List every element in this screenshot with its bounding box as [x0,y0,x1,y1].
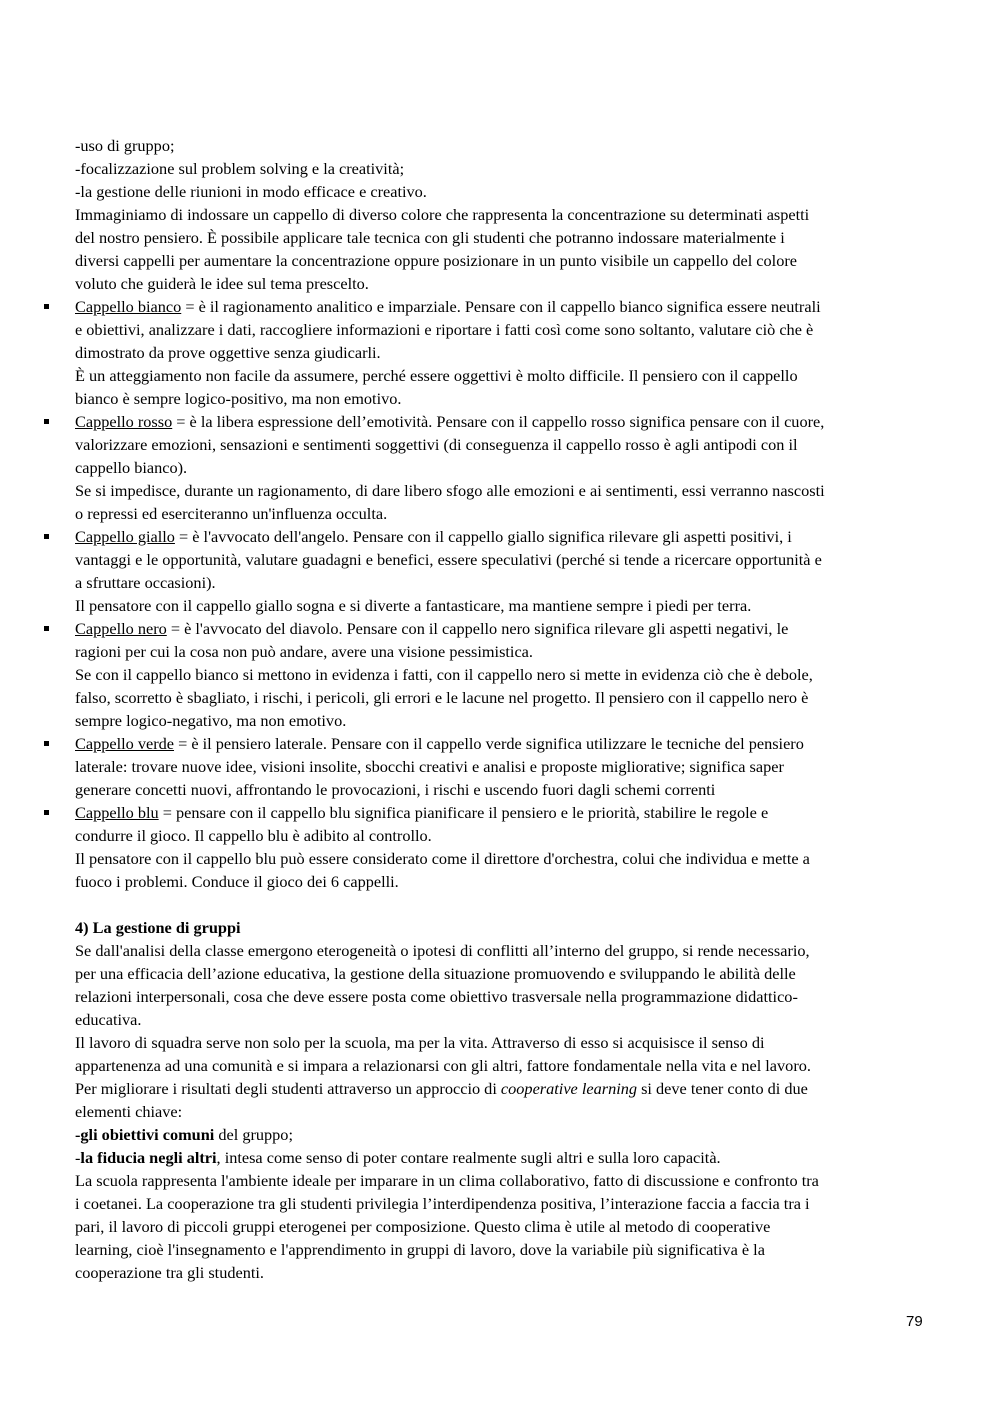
hat-line: bianco è sempre logico-positivo, ma non emotivo. [75,389,402,408]
hat-definition: = è l'avvocato del diavolo. Pensare con il cappello nero significa rilevare gli aspetti negativi, le [166,619,789,638]
bold-term: -gli obiettivi comuni [75,1125,215,1144]
hat-definition: = è il pensiero laterale. Pensare con il cappello verde significa utilizzare le tecniche del pensiero [174,734,804,753]
hat-line: ragioni per cui la cosa non può andare, avere una visione pessimistica. [75,642,533,661]
paragraph-line: Se dall'analisi della classe emergono eterogeneità o ipotesi di conflitti all’interno del gruppo, si rende necessario, [75,941,810,960]
hat-first-line [75,525,927,548]
hat-line: falso, scorretto è sbagliato, i rischi, i pericoli, gli errori e le lacune nel progetto. Il pensiero con il cappello nero è [75,688,809,707]
hat-definition: = è il ragionamento analitico e imparziale. Pensare con il cappello bianco significa essere neutrali [181,297,821,316]
paragraph-line: La scuola rappresenta l'ambiente ideale per imparare in un clima collaborativo, fatto di discussione e confronto tra [75,1171,819,1190]
intro-block [75,134,927,295]
hat-name: Cappello bianco [75,297,182,316]
hat-line: vantaggi e le opportunità, valutare guadagni e benefici, essere speculativi (perché si tende a ricercare opportunità e [75,550,822,569]
hat-line: dimostrato da prove oggettive senza giudicarli. [75,343,381,362]
paragraph-line: appartenenza ad una comunità e si impara a relazionarsi con gli altri, fattore fondamentale nella vita e nel lavoro. [75,1056,811,1075]
bullet-square-icon [44,534,49,539]
text-run: del gruppo; [214,1125,293,1144]
hat-line: Se con il cappello bianco si mettono in evidenza i fatti, con il cappello nero si mette in evidenza ciò che è debole, [75,665,813,684]
bullet-square-icon [44,626,49,631]
hat-line: Se si impedisce, durante un ragionamento, di dare libero sfogo alle emozioni e ai sentimenti, essi verranno nascosti [75,481,825,500]
hat-line: e obiettivi, analizzare i dati, raccogliere informazioni e riportare i fatti così come sono soltanto, valutare ciò che è [75,320,814,339]
intro-line: del nostro pensiero. È possibile applicare tale tecnica con gli studenti che potranno indossare materialmente i [75,228,785,247]
hat-line: a sfruttare occasioni). [75,573,216,592]
hat-line: laterale: trovare nuove idee, visioni insolite, sbocchi creativi e analisi e proposte migliorative; significa saper [75,757,784,776]
paragraph-line: cooperazione tra gli studenti. [75,1263,264,1282]
hat-line: Il pensatore con il cappello blu può essere considerato come il direttore d'orchestra, colui che individua e mette a [75,849,810,868]
hat-name: Cappello blu [75,803,159,822]
bold-term: la fiducia negli altri [80,1148,217,1167]
hat-line: o repressi ed eserciteranno un'influenza occulta. [75,504,388,523]
hat-definition: = è l'avvocato dell'angelo. Pensare con il cappello giallo significa rilevare gli aspetti positivi, i [174,527,792,546]
intro-line: -focalizzazione sul problem solving e la creatività; [75,159,405,178]
intro-line: voluto che guiderà le idee sul tema prescelto. [75,274,369,293]
hat-first-line [75,801,927,824]
bullet-square-icon [44,419,49,424]
intro-line: -la gestione delle riunioni in modo efficace e creativo. [75,182,427,201]
paragraph-line: pari, il lavoro di piccoli gruppi eterogenei per composizione. Questo clima è utile al metodo di cooperative [75,1217,771,1236]
page-body [75,134,927,1284]
hat-line: condurre il gioco. Il cappello blu è adibito al controllo. [75,826,432,845]
hat-item-black [75,617,927,732]
hat-line: generare concetti nuovi, affrontando le provocazioni, i rischi e uscendo fuori dagli schemi correnti [75,780,716,799]
intro-line: Immaginiamo di indossare un cappello di diverso colore che rappresenta la concentrazione su determinati aspetti [75,205,810,224]
bullet-square-icon [44,741,49,746]
hat-item-blue [75,801,927,893]
paragraph-line: elementi chiave: [75,1102,183,1121]
paragraph-line [75,1077,927,1100]
hat-first-line [75,295,927,318]
paragraph-line: relazioni interpersonali, cosa che deve essere posta come obiettivo trasversale nella programmazione didattico- [75,987,798,1006]
hat-first-line [75,617,927,640]
hat-name: Cappello nero [75,619,167,638]
hat-name: Cappello rosso [75,412,173,431]
paragraph-line: Il lavoro di squadra serve non solo per la scuola, ma per la vita. Attraverso di esso si acquisisce il senso di [75,1033,765,1052]
text-run: - [75,1148,81,1167]
text-run: Per migliorare i risultati degli studenti attraverso un approccio di [75,1079,501,1098]
text-run: , intesa come senso di poter contare realmente sugli altri e sulla loro capacità. [216,1148,721,1167]
hat-line: valorizzare emozioni, sensazioni e sentimenti soggettivi (di conseguenza il cappello rosso è agli antipodi con il [75,435,798,454]
hat-line: È un atteggiamento non facile da assumere, perché essere oggettivi è molto difficile. Il pensiero con il cappello [75,366,798,385]
paragraph-line: learning, cioè l'insegnamento e l'apprendimento in gruppi di lavoro, dove la variabile più significativa è la [75,1240,765,1259]
text-run: si deve tener conto di due [637,1079,808,1098]
hat-name: Cappello giallo [75,527,175,546]
section-group-management [75,916,927,1284]
hat-definition: = è la libera espressione dell’emotività. Pensare con il cappello rosso significa pensare con il cuore, [172,412,825,431]
hat-item-green [75,732,927,801]
hat-line: cappello bianco). [75,458,188,477]
hat-first-line [75,732,927,755]
hat-item-white [75,295,927,410]
hat-first-line [75,410,927,433]
paragraph-line: educativa. [75,1010,142,1029]
italic-term: cooperative learning [500,1079,638,1098]
intro-line: diversi cappelli per aumentare la concentrazione oppure posizionare in un punto visibile un cappello del colore [75,251,797,270]
hat-line: sempre logico-negativo, ma non emotivo. [75,711,347,730]
section-heading: 4) La gestione di gruppi [75,918,241,937]
hat-name: Cappello verde [75,734,175,753]
key-element-line [75,1146,927,1169]
bullet-square-icon [44,304,49,309]
hat-line: Il pensatore con il cappello giallo sogna e si diverte a fantasticare, ma mantiene sempre i piedi per terra. [75,596,752,615]
paragraph-line: i coetanei. La cooperazione tra gli studenti privilegia l’interdipendenza positiva, l’interazione faccia a faccia tra i [75,1194,810,1213]
paragraph-line: per una efficacia dell’azione educativa, la gestione della situazione promuovendo e sviluppando le abilità delle [75,964,796,983]
hat-item-red [75,410,927,525]
intro-line: -uso di gruppo; [75,136,175,155]
hat-definition: = pensare con il cappello blu significa pianificare il pensiero e le priorità, stabilire le regole e [158,803,769,822]
section-spacer [75,893,927,916]
hat-item-yellow [75,525,927,617]
key-element-line [75,1123,927,1146]
page-number: 79 [906,1313,923,1330]
bullet-square-icon [44,810,49,815]
hat-line: fuoco i problemi. Conduce il gioco dei 6 cappelli. [75,872,399,891]
